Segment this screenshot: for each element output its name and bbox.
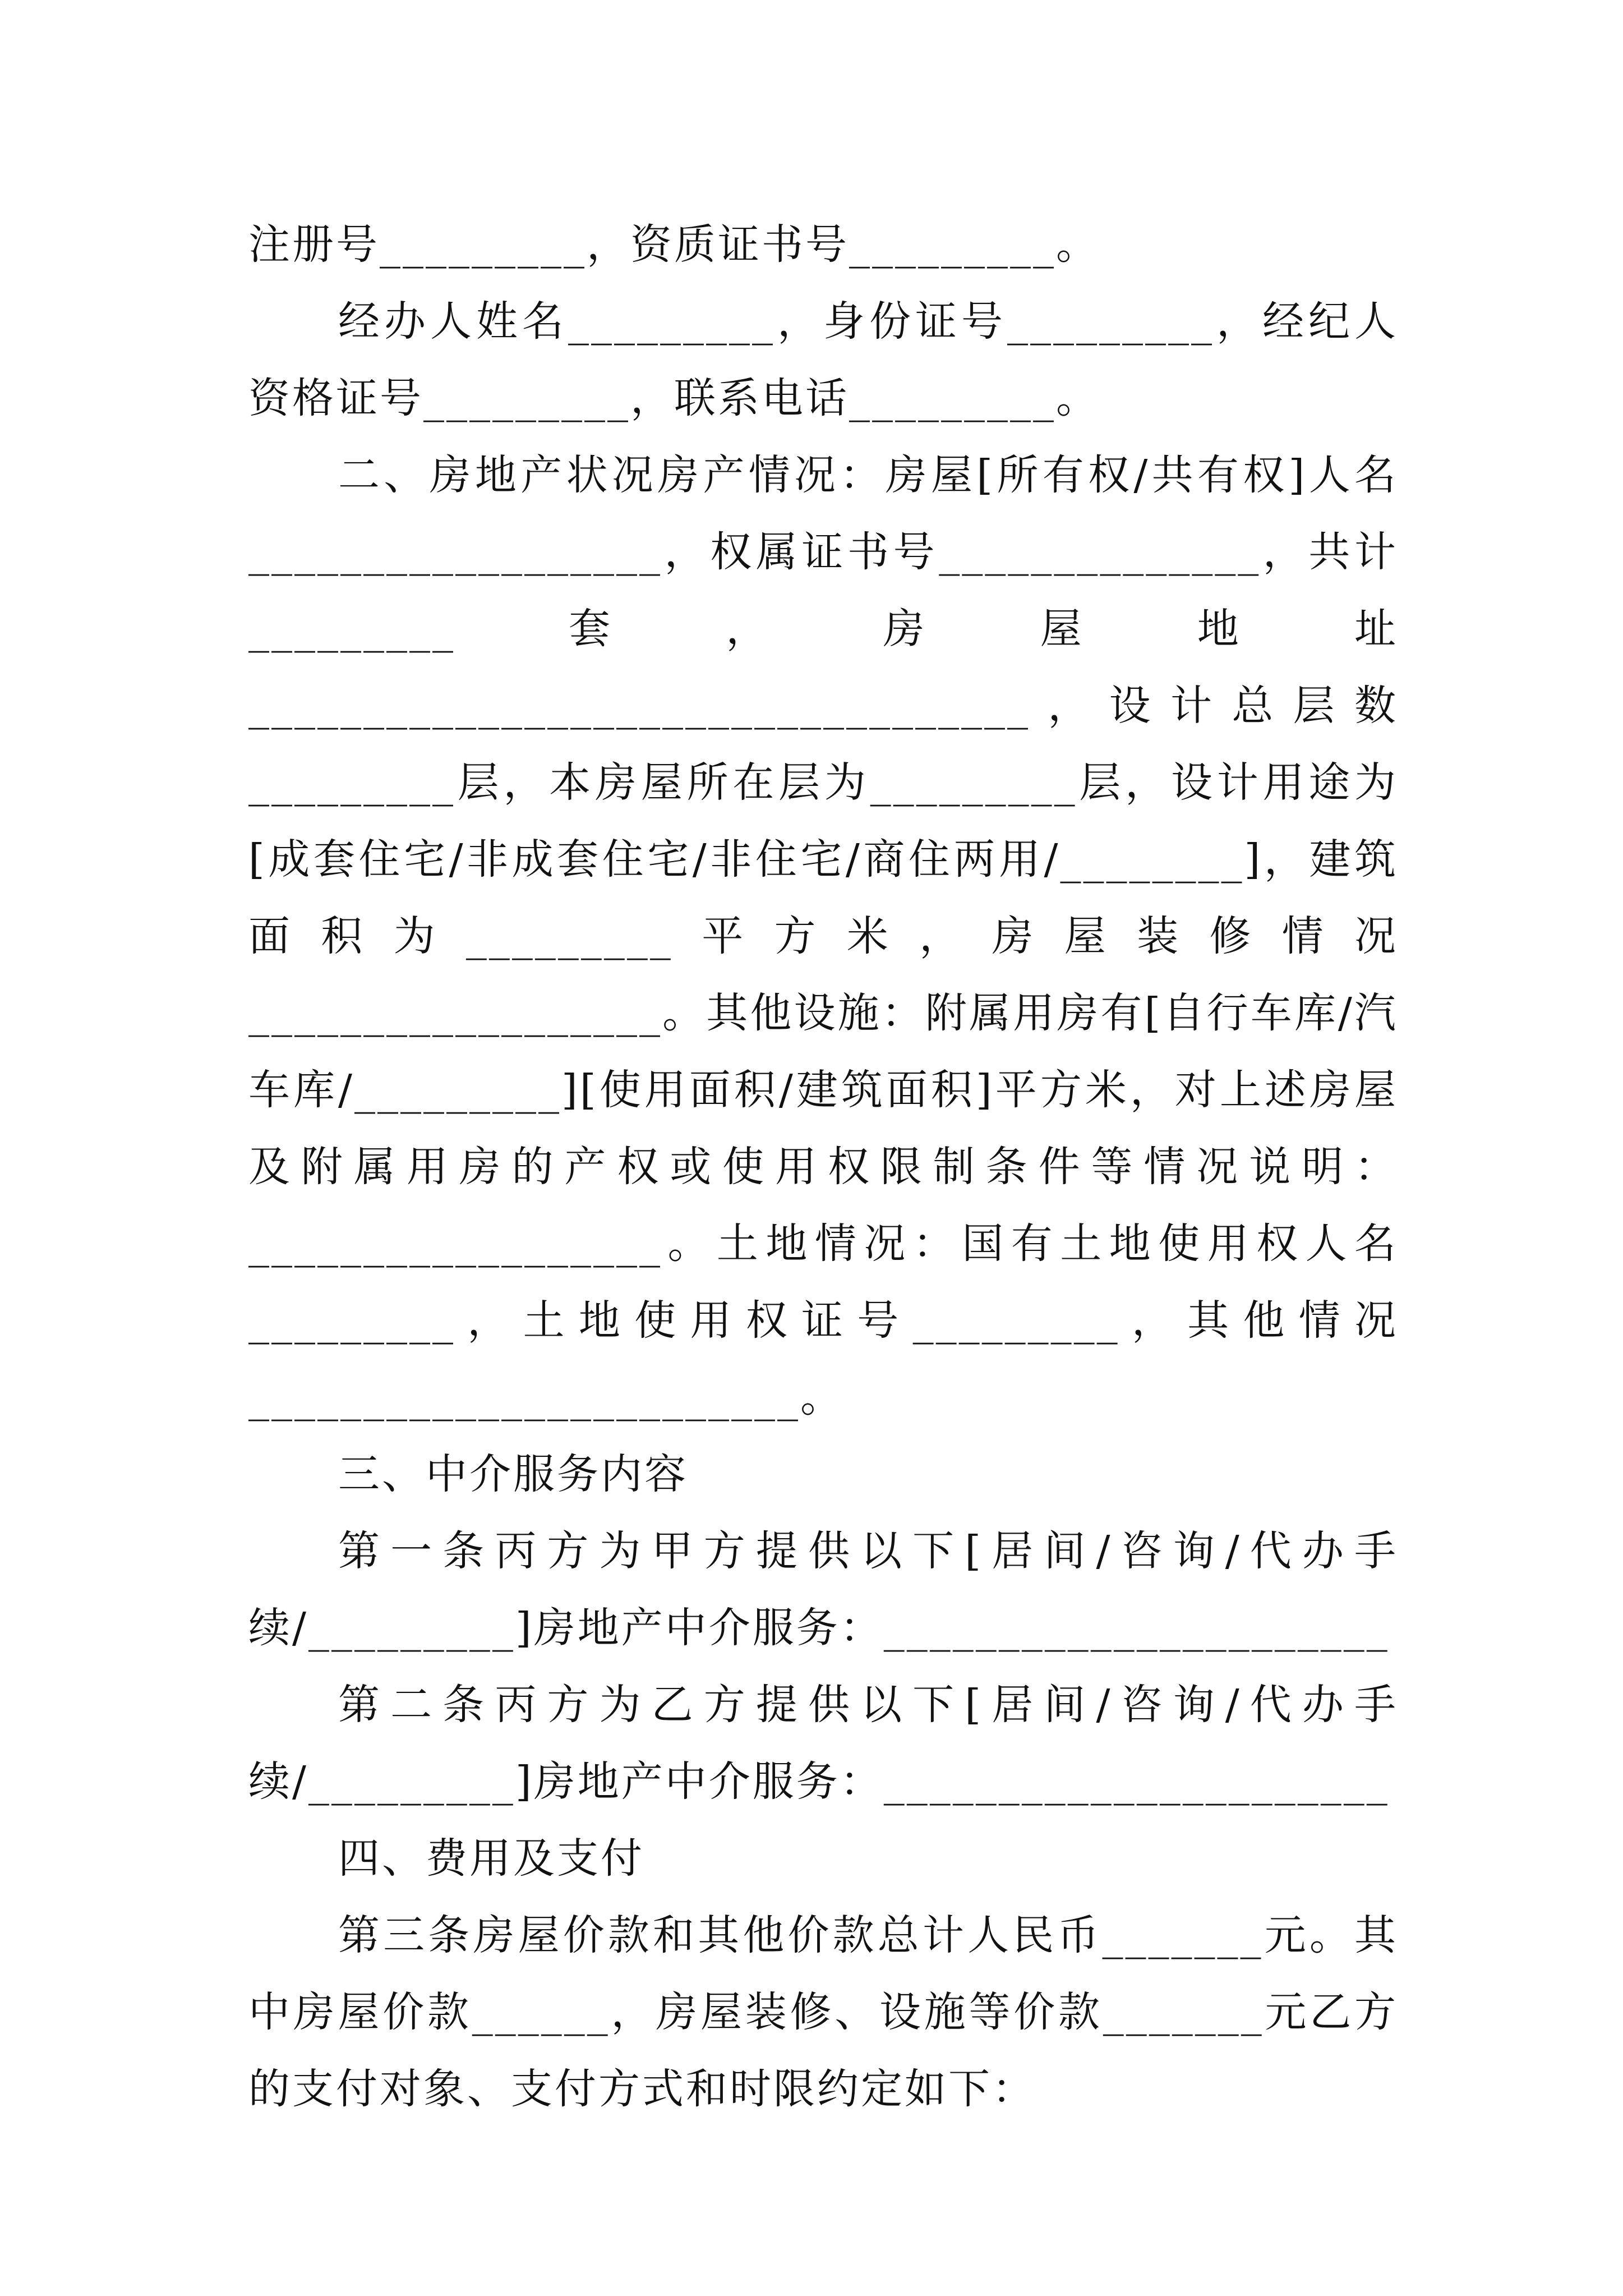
paragraph-registration: 注册号_________，资质证书号_________。 [248,220,1100,269]
paragraph-agent: 经办人姓名_________，身份证号_________，经纪人资格证号_________，联系电话_________。 [248,297,1398,422]
paragraph-property-status: 二、房地产状况房产情况：房屋[所有权/共有权]人名__________________，权属证书号______________，共计_________套，房屋地址__________________________________，设计总层数_________层，本房屋所在层为_________层，设计用途为[成套住宅/非成套住宅/非住宅/商住两用/________]，建筑面积为_________平方米，房屋装修情况__________________。其他设施：附属用房有[自行车库/汽车库/_________][使用面积/建筑面积]平方米，对上述房屋及附属用房的产权或使用权限制条件等情况说明：__________________。土地情况：国有土地使用权人名_________，土地使用权证号_________，其他情况________________________。 [248,451,1398,1421]
section-heading-fees: 四、费用及支付 [338,1834,644,1883]
section-heading-services: 三、中介服务内容 [338,1450,688,1498]
article-three: 第三条房屋价款和其他价款总计人民币_______元。其中房屋价款______，房屋装修、设施等价款_______元乙方的支付对象、支付方式和时限约定如下： [248,1911,1398,2113]
article-one: 第一条丙方为甲方提供以下[居间/咨询/代办手续/_________]房地产中介服务：______________________ [248,1527,1398,1652]
article-two: 第二条丙方为乙方提供以下[居间/咨询/代办手续/_________]房地产中介服务：______________________ [248,1681,1398,1806]
document-body [248,206,1398,2128]
